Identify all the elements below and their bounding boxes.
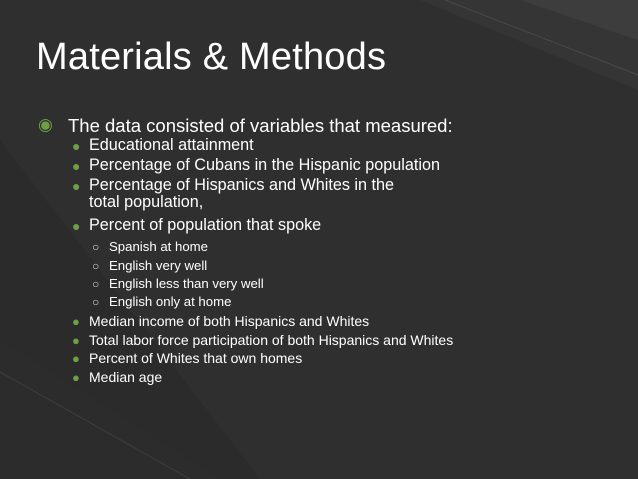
filled-circle-icon: ● [72,158,81,174]
sub-bullet-text: Total labor force participation of both Hispanics and Whites [89,332,454,348]
sub-bullet-text: Median income of both Hispanics and Whites [89,313,370,329]
sub-bullet-text: total population, [89,193,204,211]
hollow-circle-icon: ○ [92,240,100,254]
hollow-circle-icon: ○ [92,259,100,273]
sub-bullet-text: Percent of population that spoke [89,216,322,234]
filled-circle-icon: ● [72,314,80,329]
sub-bullet-text: Percentage of Hispanics and Whites in the [89,176,395,194]
language-item-text: English less than very well [109,276,264,291]
slide-title: Materials & Methods [36,36,387,78]
sub-bullet-text: Percent of Whites that own homes [89,350,303,366]
sub-bullet-text: Percentage of Cubans in the Hispanic population [89,156,440,174]
target-bullet-icon: ◉ [38,115,53,134]
sub-bullet-text: Median age [89,369,163,385]
main-bullet-text: The data consisted of variables that measured: [68,115,453,136]
filled-circle-icon: ● [72,138,81,154]
language-item-text: English very well [109,258,208,273]
hollow-circle-icon: ○ [92,277,100,291]
filled-circle-icon: ● [72,333,80,348]
filled-circle-icon: ● [72,218,81,234]
sub-bullet-text: Educational attainment [89,136,254,154]
hollow-circle-icon: ○ [92,295,100,309]
filled-circle-icon: ● [72,178,81,194]
language-item-text: Spanish at home [109,239,208,254]
language-item-text: English only at home [109,294,232,309]
filled-circle-icon: ● [72,370,80,385]
filled-circle-icon: ● [72,351,80,366]
